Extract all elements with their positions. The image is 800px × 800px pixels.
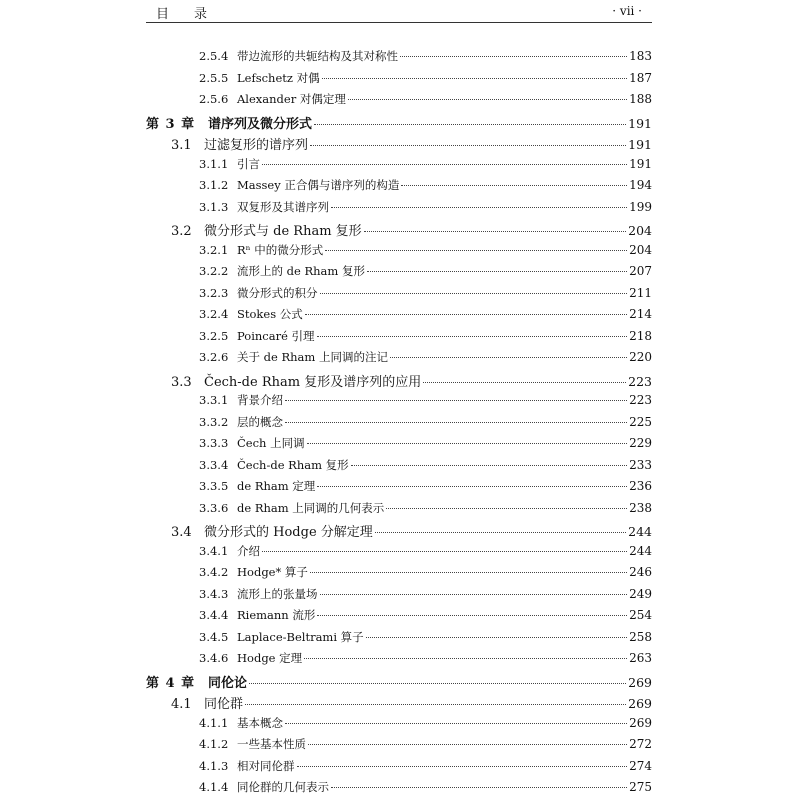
- toc-entry-title: Čech-de Rham 复形: [237, 457, 349, 472]
- toc-entry-subsection[interactable]: [199, 414, 652, 434]
- toc-entry-page: 244: [629, 543, 652, 558]
- toc-entry-subsection[interactable]: [199, 70, 652, 90]
- dot-leader: [325, 250, 627, 251]
- toc-entry-section[interactable]: [171, 693, 652, 713]
- toc-entry-page: 254: [629, 608, 652, 622]
- toc-entry-number: 4.1: [171, 697, 192, 712]
- toc-entry-subsection[interactable]: [199, 586, 652, 606]
- toc-entry-page: 188: [629, 92, 652, 106]
- header-page-number: · vii ·: [612, 4, 642, 18]
- toc-entry-number: 3.4.2: [199, 565, 229, 579]
- toc-entry-subsection[interactable]: [199, 306, 652, 326]
- toc-entry-title: 流形上的 de Rham 复形: [237, 264, 365, 278]
- toc-entry-number: 3.1: [171, 138, 192, 153]
- dot-leader: [367, 271, 627, 272]
- dot-leader: [310, 572, 627, 573]
- toc-entry-title: 引言: [237, 156, 260, 171]
- toc-entry-number: 3.4.5: [199, 629, 229, 644]
- toc-entry-section[interactable]: [171, 134, 652, 154]
- dot-leader: [245, 704, 626, 705]
- toc-entry-subsection[interactable]: [199, 758, 652, 778]
- toc-entry-title: 过滤复形的谱序列: [204, 138, 309, 153]
- toc-entry-title: 微分形式与 de Rham 复形: [204, 224, 362, 239]
- toc-entry-subsection[interactable]: [199, 48, 652, 68]
- toc-entry-title: 微分形式的积分: [237, 285, 318, 300]
- running-header: [146, 0, 652, 23]
- toc-entry-page: 229: [629, 436, 652, 450]
- toc-entry-page: 269: [629, 715, 652, 730]
- toc-entry-number: 3.4.1: [199, 543, 229, 558]
- toc-entry-title: 一些基本性质: [237, 737, 306, 751]
- toc-entry-subsection[interactable]: [199, 91, 652, 111]
- toc-entry-title: Hodge 定理: [237, 651, 303, 665]
- toc-entry-number: 3.2.6: [199, 350, 229, 364]
- toc-entry-subsection[interactable]: [199, 500, 652, 520]
- toc-entry-subsection[interactable]: [199, 263, 652, 283]
- toc-entry-page: 269: [628, 696, 652, 711]
- toc-entry-title: 带边流形的共轭结构及其对称性: [237, 49, 398, 63]
- toc-entry-number: 4.1.2: [199, 737, 229, 751]
- dot-leader: [308, 744, 627, 745]
- dot-leader: [366, 637, 627, 638]
- toc-entry-page: 274: [629, 758, 652, 773]
- toc-entry-subsection[interactable]: [199, 199, 652, 219]
- toc-entry-title: Hodge* 算子: [237, 565, 308, 579]
- toc-entry-title: 层的概念: [237, 414, 283, 429]
- toc-entry-title: Čech-de Rham 复形及谱序列的应用: [204, 374, 422, 390]
- dot-leader: [331, 787, 627, 788]
- toc-entry-title: 背景介绍: [237, 393, 283, 407]
- toc-entry-title: 相对同伦群: [237, 758, 295, 773]
- toc-entry-title: Laplace-Beltrami 算子: [237, 629, 364, 644]
- toc-entry-title: Rⁿ 中的微分形式: [237, 242, 324, 257]
- toc-entry-title: 谱序列及微分形式: [208, 116, 313, 132]
- dot-leader: [331, 207, 627, 208]
- toc-entry-page: 269: [628, 674, 652, 690]
- dot-leader: [285, 422, 627, 423]
- dot-leader: [351, 465, 627, 466]
- toc-entry-page: 249: [629, 586, 652, 601]
- toc-entry-subsection[interactable]: [199, 564, 652, 584]
- toc-entry-subsection[interactable]: [199, 156, 652, 176]
- toc-entry-subsection[interactable]: [199, 328, 652, 348]
- dot-leader: [305, 314, 627, 315]
- toc-entry-chapter[interactable]: [146, 113, 652, 133]
- toc-entry-chapter[interactable]: [146, 672, 652, 692]
- dot-leader: [317, 486, 627, 487]
- toc-entry-number: 3.3.5: [199, 479, 229, 493]
- toc-entry-number: 4.1.4: [199, 780, 229, 794]
- toc-entry-page: 191: [628, 115, 652, 131]
- toc-entry-number: 3.1.2: [199, 178, 229, 192]
- dot-leader: [320, 594, 628, 595]
- toc-entry-section[interactable]: [171, 220, 652, 240]
- dot-leader: [285, 400, 627, 401]
- toc-entry-number: 3.3.6: [199, 500, 229, 515]
- toc-entry-number: 3.2.1: [199, 242, 229, 257]
- toc-entry-subsection[interactable]: [199, 629, 652, 649]
- toc-entry-title: 关于 de Rham 上同调的注记: [237, 350, 388, 364]
- toc-entry-subsection[interactable]: [199, 478, 652, 498]
- toc-entry-title: Massey 正合偶与谱序列的构造: [237, 178, 400, 192]
- toc-entry-number: 3.1.3: [199, 199, 229, 214]
- toc-entry-page: 207: [629, 264, 652, 278]
- toc-entry-title: Lefschetz 对偶: [237, 70, 320, 85]
- toc-entry-title: 流形上的张量场: [237, 586, 318, 601]
- toc-entry-subsection[interactable]: [199, 736, 652, 756]
- toc-entry-number: 3.4: [171, 525, 192, 540]
- header-title: 目 录: [156, 7, 214, 22]
- toc-entry-page: 246: [629, 565, 652, 579]
- toc-entry-number: 3.2.4: [199, 307, 229, 321]
- toc-entry-subsection[interactable]: [199, 715, 652, 735]
- toc-entry-subsection[interactable]: [199, 650, 652, 670]
- toc-entry-page: 244: [628, 524, 652, 539]
- toc-entry-page: 191: [629, 156, 652, 171]
- toc-entry-page: 236: [629, 479, 652, 493]
- dot-leader: [310, 145, 626, 146]
- toc-entry-title: Stokes 公式: [237, 307, 303, 321]
- toc-entry-page: 218: [629, 328, 652, 343]
- toc-entry-title: 同伦论: [208, 675, 248, 691]
- toc-entry-subsection[interactable]: [199, 392, 652, 412]
- toc-entry-subsection[interactable]: [199, 177, 652, 197]
- toc-entry-title: Poincaré 引理: [237, 328, 315, 343]
- toc-entry-number: 3.1.1: [199, 156, 229, 171]
- dot-leader: [304, 658, 627, 659]
- toc-entry-page: 204: [628, 223, 652, 238]
- toc-entry-page: 223: [628, 373, 652, 389]
- toc-entry-number: 3.2: [171, 224, 192, 239]
- toc-entry-number: 第 4 章: [146, 675, 196, 691]
- toc-entry-page: 194: [629, 178, 652, 192]
- toc-entry-number: 2.5.5: [199, 70, 229, 85]
- toc-entry-section[interactable]: [171, 371, 652, 391]
- dot-leader: [262, 164, 627, 165]
- toc-entry-number: 2.5.6: [199, 92, 229, 106]
- dot-leader: [386, 508, 627, 509]
- toc-entry-number: 3.3.4: [199, 457, 229, 472]
- dot-leader: [320, 293, 628, 294]
- toc-entry-number: 3.2.2: [199, 264, 229, 278]
- toc-entry-title: de Rham 上同调的几何表示: [237, 500, 385, 515]
- toc-entry-page: 191: [628, 137, 652, 152]
- dot-leader: [262, 551, 627, 552]
- toc-entry-title: 同伦群的几何表示: [237, 780, 329, 794]
- dot-leader: [249, 683, 626, 684]
- toc-entry-subsection[interactable]: [199, 349, 652, 369]
- toc-entry-number: 3.3.2: [199, 414, 229, 429]
- toc-entry-subsection[interactable]: [199, 779, 652, 799]
- toc-entry-title: 介绍: [237, 543, 260, 558]
- toc-entry-number: 3.3.3: [199, 436, 229, 450]
- toc-entry-number: 4.1.3: [199, 758, 229, 773]
- toc-entry-page: 272: [629, 737, 652, 751]
- dot-leader: [375, 532, 626, 533]
- toc-entry-number: 3.4.4: [199, 608, 229, 622]
- toc-entry-page: 183: [629, 49, 652, 63]
- dot-leader: [400, 56, 627, 57]
- dot-leader: [285, 723, 627, 724]
- dot-leader: [317, 336, 628, 337]
- toc-entry-page: 211: [629, 285, 652, 300]
- toc-entry-page: 187: [629, 70, 652, 85]
- toc-entry-subsection[interactable]: [199, 607, 652, 627]
- toc-entry-number: 3.4.6: [199, 651, 229, 665]
- toc-entry-number: 3.2.5: [199, 328, 229, 343]
- dot-leader: [423, 382, 626, 383]
- toc-entry-number: 3.3.1: [199, 393, 229, 407]
- dot-leader: [317, 615, 627, 616]
- dot-leader: [322, 78, 628, 79]
- toc-entry-page: 220: [629, 350, 652, 364]
- dot-leader: [297, 766, 628, 767]
- toc-entry-number: 3.3: [171, 374, 192, 390]
- toc-entry-page: 263: [629, 651, 652, 665]
- toc-entry-page: 214: [629, 307, 652, 321]
- toc-entry-subsection[interactable]: [199, 543, 652, 563]
- toc-entry-title: 双复形及其谱序列: [237, 199, 329, 214]
- dot-leader: [307, 443, 627, 444]
- toc-entry-page: 233: [629, 457, 652, 472]
- toc-entry-number: 4.1.1: [199, 715, 229, 730]
- toc-entry-number: 第 3 章: [146, 116, 196, 132]
- toc-entry-title: de Rham 定理: [237, 479, 316, 493]
- toc-entry-title: 微分形式的 Hodge 分解定理: [204, 525, 373, 540]
- toc-entry-title: Alexander 对偶定理: [237, 92, 346, 106]
- toc-entry-section[interactable]: [171, 521, 652, 541]
- toc-entry-subsection[interactable]: [199, 285, 652, 305]
- toc-entry-title: 基本概念: [237, 715, 283, 730]
- toc-entry-number: 3.4.3: [199, 586, 229, 601]
- toc-entry-page: 238: [629, 500, 652, 515]
- toc-entry-subsection[interactable]: [199, 457, 652, 477]
- dot-leader: [348, 99, 627, 100]
- toc-entry-page: 223: [629, 393, 652, 407]
- toc-entry-title: Čech 上同调: [237, 436, 305, 450]
- toc-entry-title: Riemann 流形: [237, 608, 316, 622]
- dot-leader: [314, 124, 626, 125]
- toc-entry-subsection[interactable]: [199, 435, 652, 455]
- toc-entry-subsection[interactable]: [199, 242, 652, 262]
- dot-leader: [390, 357, 627, 358]
- toc-entry-title: 同伦群: [204, 697, 244, 712]
- toc-entry-page: 199: [629, 199, 652, 214]
- dot-leader: [364, 231, 626, 232]
- toc-entry-page: 258: [629, 629, 652, 644]
- dot-leader: [401, 185, 627, 186]
- toc-entry-page: 204: [629, 242, 652, 257]
- toc-entry-number: 3.2.3: [199, 285, 229, 300]
- toc-entry-page: 275: [629, 780, 652, 794]
- toc-entry-number: 2.5.4: [199, 49, 229, 63]
- toc-entry-page: 225: [629, 414, 652, 429]
